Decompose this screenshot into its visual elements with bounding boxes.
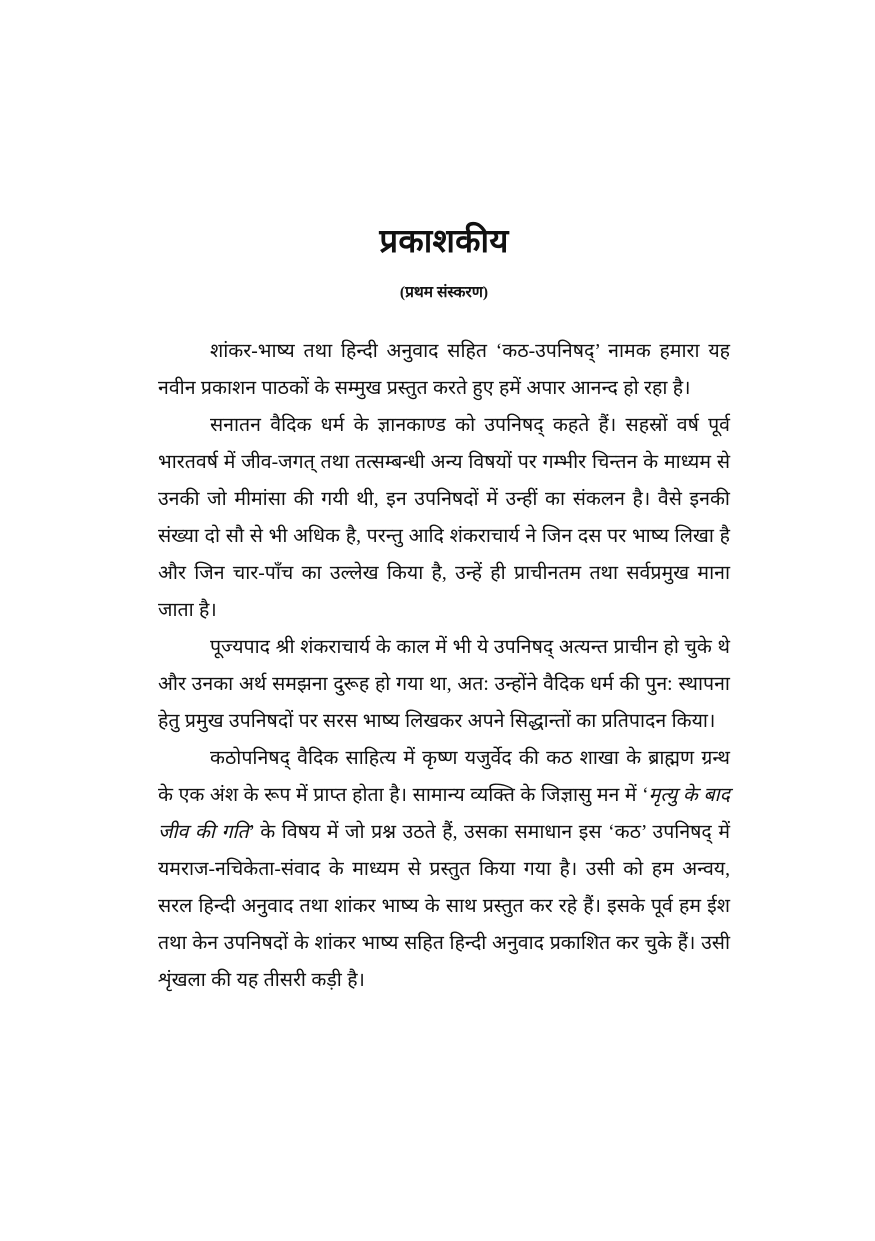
edition-subtitle: (प्रथम संस्करण) xyxy=(399,284,489,302)
paragraph-2: सनातन वैदिक धर्म के ज्ञानकाण्ड को उपनिषद् कहते हैं। सहस्रों वर्ष पूर्व भारतवर्ष में जीव-जगत् तथा तत्सम्बन्धी अन्य विषयों पर गम्भीर चिन्तन के माध्यम से उनकी जो मीमांसा की गयी थी, इन उपनिषदों में उन्हीं का संकलन है। वैसे इनकी संख्या दो सौ से भी अधिक है, परन्तु आदि शंकराचार्य ने जिन दस पर भाष्य लिखा है और जिन चार-पाँच का उल्लेख किया है, उन्हें ही प्राचीनतम तथा सर्वप्रमुख माना जाता है। xyxy=(158,415,730,622)
paragraph-4-text-before-italic: कठोपनिषद् वैदिक साहित्य में कृष्ण यजुर्वेद की कठ शाखा के ब्राह्मण ग्रन्थ के एक अंश के रूप में प्राप्त होता है। सामान्य व्यक्ति के जिज्ञासु मन में ‘ xyxy=(158,748,730,807)
page-title: प्रकाशकीय xyxy=(379,224,509,260)
paragraph-4-text-after-italic: ’ के विषय में जो प्रश्न उठते हैं, उसका समाधान इस ‘कठ’ उपनिषद् में यमराज-नचिकेता-संवाद के माध्यम से प्रस्तुत किया गया है। उसी को हम अन्वय, सरल हिन्दी अनुवाद तथा शांकर भाष्य के साथ प्रस्तुत कर रहे हैं। इसके पूर्व हम ईश तथा केन उपनिषदों के शांकर भाष्य सहित हिन्दी अनुवाद प्रकाशित कर चुके हैं। उसी शृंखला की यह तीसरी कड़ी है। xyxy=(158,822,730,992)
body-text-block xyxy=(158,333,730,999)
paragraph-4 xyxy=(158,740,730,999)
paragraph-3: पूज्यपाद श्री शंकराचार्य के काल में भी ये उपनिषद् अत्यन्त प्राचीन हो चुके थे और उनका अर्थ समझना दुरूह हो गया था, अत: उन्होंने वैदिक धर्म की पुन: स्थापना हेतु प्रमुख उपनिषदों पर सरस भाष्य लिखकर अपने सिद्धान्तों का प्रतिपादन किया। xyxy=(158,637,730,733)
italic-quoted-phrase: मृत्यु के बाद जीव की गति xyxy=(158,785,730,844)
page-content xyxy=(158,222,730,999)
paragraph-1: शांकर-भाष्य तथा हिन्दी अनुवाद सहित ‘कठ-उपनिषद्’ नामक हमारा यह नवीन प्रकाशन पाठकों के सम्मुख प्रस्तुत करते हुए हमें अपार आनन्द हो रहा है। xyxy=(158,341,730,400)
